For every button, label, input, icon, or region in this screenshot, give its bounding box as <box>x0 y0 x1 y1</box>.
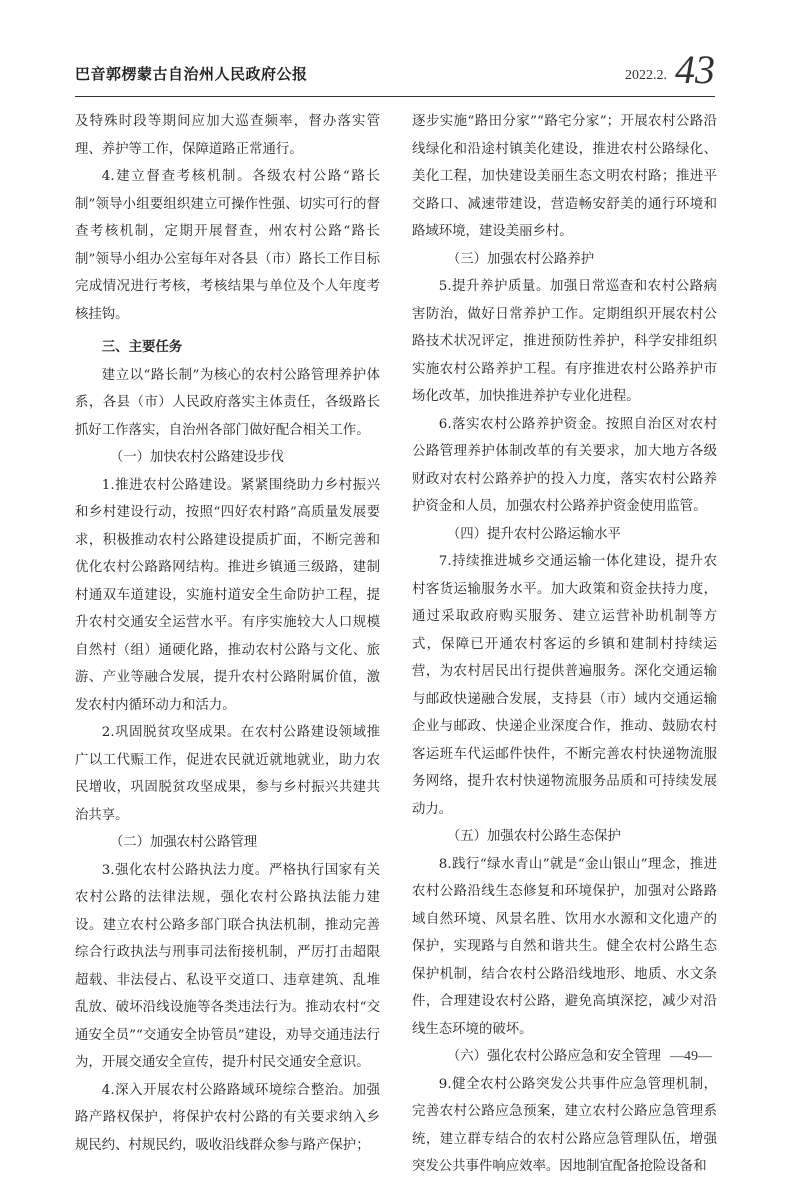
issue-number-large: 43 <box>675 47 715 92</box>
page-header <box>75 47 715 92</box>
body-paragraph: 2.巩固脱贫攻坚成果。在农村公路建设领域推广以工代赈工作，促进农民就近就地就业，助力农民增收，巩固脱贫攻坚成果，参与乡村振兴共建共治共享。 <box>75 725 380 823</box>
publication-title: 巴音郭楞蒙古自治州人民政府公报 <box>75 65 308 83</box>
subsection-heading: （二）加强农村公路管理 <box>109 835 258 850</box>
right-column <box>412 108 717 1181</box>
body-paragraph: 4.深入开展农村公路路域环境综合整治。加强路产路权保护，将保护农村公路的有关要求纳入乡规民约、村规民约，吸收沿线群众参与路产保护； <box>75 1082 380 1153</box>
subsection-heading: （六）强化农村公路应急和安全管理 <box>446 1049 662 1064</box>
body-paragraph: 7.持续推进城乡交通运输一体化建设，提升农村客货运输服务水平。加大政策和资金扶持力度，通过采取政府购买服务、建立运营补助机制等方式，保障已开通农村客运的乡镇和建制村持续运营，为农村居民出行提供普遍服务。深化交通运输与邮政快递融合发展，支持县（市）域内交通运输企业与邮政、快递企业深度合作，推动、鼓励农村客运班车代运邮件快件，不断完善农村快递物流服务网络，提升农村快递物流服务品质和可持续发展动力。 <box>412 554 717 817</box>
body-paragraph: 建立以“路长制”为核心的农村公路管理养护体系，各县（市）人民政府落实主体责任，各级路长抓好工作落实，自治州各部门做好配合相关工作。 <box>75 367 380 438</box>
body-paragraph: 5.提升养护质量。加强日常巡查和农村公路病害防治，做好日常养护工作。定期组织开展农村公路技术状况评定，推进预防性养护，科学安排组织实施农村公路养护工程。有序推进农村公路养护市场化改革，加快推进养护专业化进程。 <box>412 279 717 404</box>
left-column <box>75 108 380 1159</box>
body-paragraph: 1.推进农村公路建设。紧紧围绕助力乡村振兴和乡村建设行动，按照“四好农村路”高质量发展要求，积极推动农村公路建设提质扩面，不断完善和优化农村公路路网结构。推进乡镇通三级路，建制村通双车道建设，实施村道安全生命防护工程，提升农村交通安全运营水平。有序实施较大人口规模自然村（组）通硬化路，推动农村公路与文化、旅游、产业等融合发展，提升农村公路附属价值，激发农村内循环动力和活力。 <box>75 477 380 713</box>
page-number: —49— <box>670 1049 712 1064</box>
continuation-paragraph: 及特殊时段等期间应加大巡查频率，督办落实管理、养护等工作，保障道路正常通行。 <box>75 114 380 157</box>
subsection-heading: （五）加强农村公路生态保护 <box>446 829 621 844</box>
body-paragraph: 4.建立督查考核机制。各级农村公路“路长制”领导小组要组织建立可操作性强、切实可行的督查考核机制，定期开展督查，州农村公路“路长制”领导小组办公室每年对各县（市）路长工作目标完成情况进行考核，考核结果与单位及个人年度考核挂钩。 <box>75 169 380 322</box>
body-paragraph: 6.落实农村公路养护资金。按照自治区对农村公路管理养护体制改革的有关要求，加大地方各级财政对农村公路养护的投入力度，落实农村公路养护资金和人员，加强农村公路养护资金使用监管。 <box>412 416 717 514</box>
header-rule <box>75 96 715 97</box>
subsection-heading: （四）提升农村公路运输水平 <box>446 526 621 542</box>
body-paragraph: 9.健全农村公路突发公共事件应急管理机制，完善农村公路应急预案，建立农村公路应急管理系统，建立群专结合的农村公路应急管理队伍，增强突发公共事件响应效率。因地制宜配备抢险设备和 <box>412 1076 717 1174</box>
subsection-heading: （一）加快农村公路建设步伐 <box>109 450 284 465</box>
section-heading: 三、主要任务 <box>101 340 183 355</box>
continuation-paragraph: 逐步实施“路田分家”“路宅分家”；开展农村公路沿线绿化和沿途村镇美化建设，推进农村公路绿化、美化工程，加快建设美丽生态文明农村路；推进平交路口、减速带建设，营造畅安舒美的通行环境和路域环境，建设美丽乡村。 <box>412 114 717 239</box>
body-paragraph: 3.强化农村公路执法力度。严格执行国家有关农村公路的法律法规，强化农村公路执法能力建设。建立农村公路多部门联合执法机制，推动完善综合行政执法与刑事司法衔接机制，严厉打击超限超载、非法侵占、私设平交道口、违章建筑、乱堆乱放、破坏沿线设施等各类违法行为。推动农村“交通安全员”“交通安全协管员”建设，劝导交通违法行为，开展交通安全宣传，提升村民交通安全意识。 <box>75 862 380 1070</box>
body-paragraph: 8.践行“绿水青山”就是“金山银山”理念，推进农村公路沿线生态修复和环境保护，加强对公路路域自然环境、风景名胜、饮用水水源和文化遗产的保护，实现路与自然和谐共生。健全农村公路生态保护机制，结合农村公路沿线地形、地质、水文条件，合理建设农村公路，避免高填深挖，减少对沿线生态环境的破坏。 <box>412 856 717 1037</box>
issue-date: 2022.2. <box>625 68 667 83</box>
subsection-heading: （三）加强农村公路养护 <box>446 251 595 267</box>
